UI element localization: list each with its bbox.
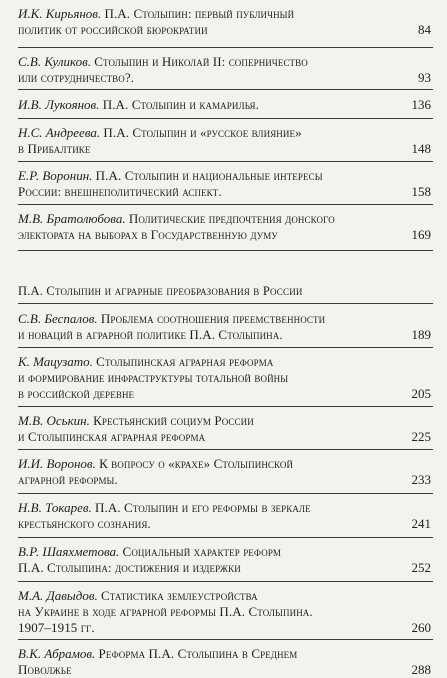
entry-page-number: 189 (411, 327, 431, 342)
entry-author: С.В. Куликов. (18, 54, 92, 69)
entry-title-line: П.А. Столыпин и камарилья. (102, 97, 259, 112)
section-heading: П.А. Столыпин и аграрные преобразования в России (18, 284, 303, 298)
entry-author: В.Р. Шаяхметова. (18, 544, 120, 559)
divider (18, 449, 433, 450)
entry-title-line: Столыпинская аграрная реформа (96, 354, 274, 369)
entry-author: М.В. Братолюбова. (18, 211, 126, 226)
toc-entry (18, 125, 431, 157)
toc-entry (18, 168, 431, 200)
entry-title-line: Столыпин и Николай II: соперничество (94, 54, 308, 69)
entry-title-line: и формирование инфраструктуры тотальной войны (18, 370, 289, 385)
toc-entry (18, 97, 431, 113)
entry-title-line: П.А. Столыпин и национальные интересы (95, 168, 323, 183)
entry-title-line: Крестьянский социум России (93, 413, 254, 428)
entry-author: И.И. Воронов. (18, 456, 96, 471)
divider (18, 581, 433, 582)
entry-author: Н.В. Токарев. (18, 500, 92, 515)
entry-author: И.К. Кирьянов. (18, 6, 102, 21)
divider (18, 161, 433, 162)
divider (18, 118, 433, 119)
entry-author: М.В. Оськин. (18, 413, 90, 428)
entry-page-number: 148 (411, 141, 431, 156)
toc-entry (18, 6, 431, 38)
entry-title-line: П.А. Столыпин и его реформы в зеркале (95, 500, 311, 515)
entry-page-number: 241 (411, 516, 431, 531)
divider (18, 303, 433, 304)
entry-author: С.В. Беспалов. (18, 311, 98, 326)
entry-page-number: 252 (411, 560, 431, 575)
entry-title-line: П.А. Столыпина: достижения и издержки (18, 560, 241, 575)
divider (18, 250, 433, 251)
entry-title-line: и новаций в аграрной политике П.А. Столыпина. (18, 327, 283, 342)
divider (18, 89, 433, 90)
toc-entry (18, 311, 431, 343)
entry-page-number: 233 (411, 472, 431, 487)
entry-title-line: К вопросу о «крахе» Столыпинской (99, 456, 294, 471)
entry-page-number: 136 (411, 97, 431, 112)
entry-title-line: Социальный характер реформ (122, 544, 282, 559)
entry-author: Н.С. Андреева. (18, 125, 101, 140)
entry-page-number: 169 (411, 227, 431, 242)
toc-entry (18, 413, 431, 445)
entry-title-line: Реформа П.А. Столыпина в Среднем (98, 646, 298, 661)
entry-page-number: 205 (411, 386, 431, 401)
entry-title-line: 1907–1915 гг. (18, 620, 95, 635)
entry-page-number: 158 (411, 184, 431, 199)
toc-entry (18, 211, 431, 243)
entry-author: В.К. Абрамов. (18, 646, 96, 661)
entry-author: М.А. Давыдов. (18, 588, 98, 603)
toc-entry (18, 54, 431, 86)
entry-title-line: аграрной реформы. (18, 472, 118, 487)
entry-page-number: 225 (411, 429, 431, 444)
entry-author: Е.Р. Воронин. (18, 168, 93, 183)
toc-entry (18, 456, 431, 488)
divider (18, 493, 433, 494)
entry-page-number: 93 (418, 70, 431, 85)
entry-title-line: в Прибалтике (18, 141, 91, 156)
entry-title-line: на Украине в ходе аграрной реформы П.А. Столыпина. (18, 604, 313, 619)
divider (18, 639, 433, 640)
entry-title-line: политик от российской бюрократии (18, 22, 208, 37)
entry-author: И.В. Лукоянов. (18, 97, 100, 112)
divider (18, 406, 433, 407)
entry-title-line: Проблема соотношения преемственности (100, 311, 326, 326)
entry-title-line: П.А. Столыпин и «русское влияние» (103, 125, 302, 140)
entry-title-line: Статистика землеустройства (100, 588, 258, 603)
entry-title-line: в российской деревне (18, 386, 135, 401)
divider (18, 537, 433, 538)
entry-title-line: или сотрудничество?. (18, 70, 135, 85)
entry-title-line: крестьянского сознания. (18, 516, 151, 531)
toc-entry (18, 588, 431, 636)
divider (18, 204, 433, 205)
entry-page-number: 288 (411, 662, 431, 677)
toc-entry (18, 646, 431, 678)
entry-author: К. Мацузато. (18, 354, 93, 369)
toc-entry (18, 354, 431, 402)
entry-title-line: России: внешнеполитический аспект. (18, 184, 222, 199)
entry-title-line: Поволжье (18, 662, 72, 677)
entry-page-number: 84 (418, 22, 431, 37)
entry-title-line: и Столыпинская аграрная реформа (18, 429, 206, 444)
entry-title-line: Политические предпочтения донского (128, 211, 335, 226)
toc-entry (18, 544, 431, 576)
entry-page-number: 260 (411, 620, 431, 635)
entry-title-line: П.А. Столыпин: первый публичный (104, 6, 295, 21)
divider (18, 347, 433, 348)
toc-entry (18, 500, 431, 532)
divider (18, 47, 433, 48)
entry-title-line: электората на выборах в Государственную думу (18, 227, 278, 242)
